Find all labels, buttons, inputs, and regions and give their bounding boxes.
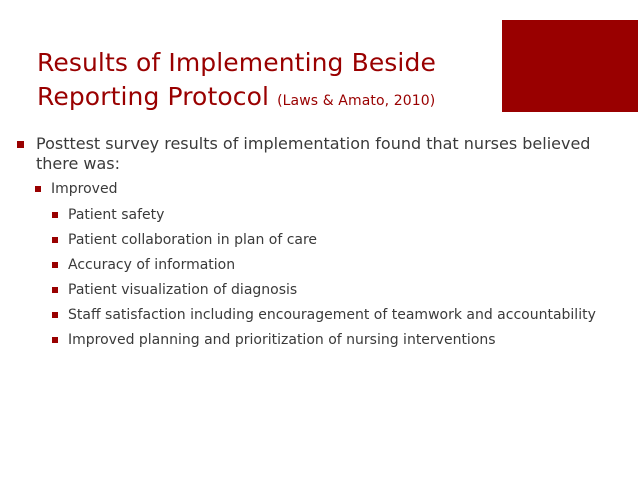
title-line-1: Results of Implementing Beside [37, 48, 436, 77]
square-bullet-icon [52, 337, 58, 343]
slide-body [17, 134, 597, 349]
bullet-detail-text: Accuracy of information [68, 257, 236, 273]
bullet-detail [52, 331, 597, 349]
bullet-detail-text: Improved planning and prioritization of nursing interventions [68, 332, 496, 348]
bullet-detail-text: Patient visualization of diagnosis [68, 282, 298, 298]
accent-block [502, 20, 638, 112]
bullet-detail-text: Patient collaboration in plan of care [68, 232, 318, 248]
bullet-detail [52, 231, 597, 249]
bullet-main [17, 134, 597, 174]
slide-title [37, 46, 436, 118]
square-bullet-icon [52, 312, 58, 318]
bullet-main-text: Posttest survey results of implementation found that nurses believed there was: [36, 134, 591, 173]
square-bullet-icon [52, 262, 58, 268]
square-bullet-icon [17, 141, 24, 148]
square-bullet-icon [52, 237, 58, 243]
square-bullet-icon [52, 287, 58, 293]
bullet-sub [35, 180, 597, 198]
bullet-detail [52, 306, 597, 324]
title-citation: (Laws & Amato, 2010) [277, 93, 436, 109]
bullet-detail-text: Patient safety [68, 207, 165, 223]
bullet-detail-text: Staff satisfaction including encouragement of teamwork and accountability [68, 307, 596, 323]
bullet-detail [52, 206, 597, 224]
bullet-detail [52, 281, 597, 299]
bullet-detail [52, 256, 597, 274]
square-bullet-icon [52, 212, 58, 218]
square-bullet-icon [35, 186, 41, 192]
title-line-2: Reporting Protocol [37, 82, 270, 111]
bullet-sub-text: Improved [51, 181, 118, 197]
